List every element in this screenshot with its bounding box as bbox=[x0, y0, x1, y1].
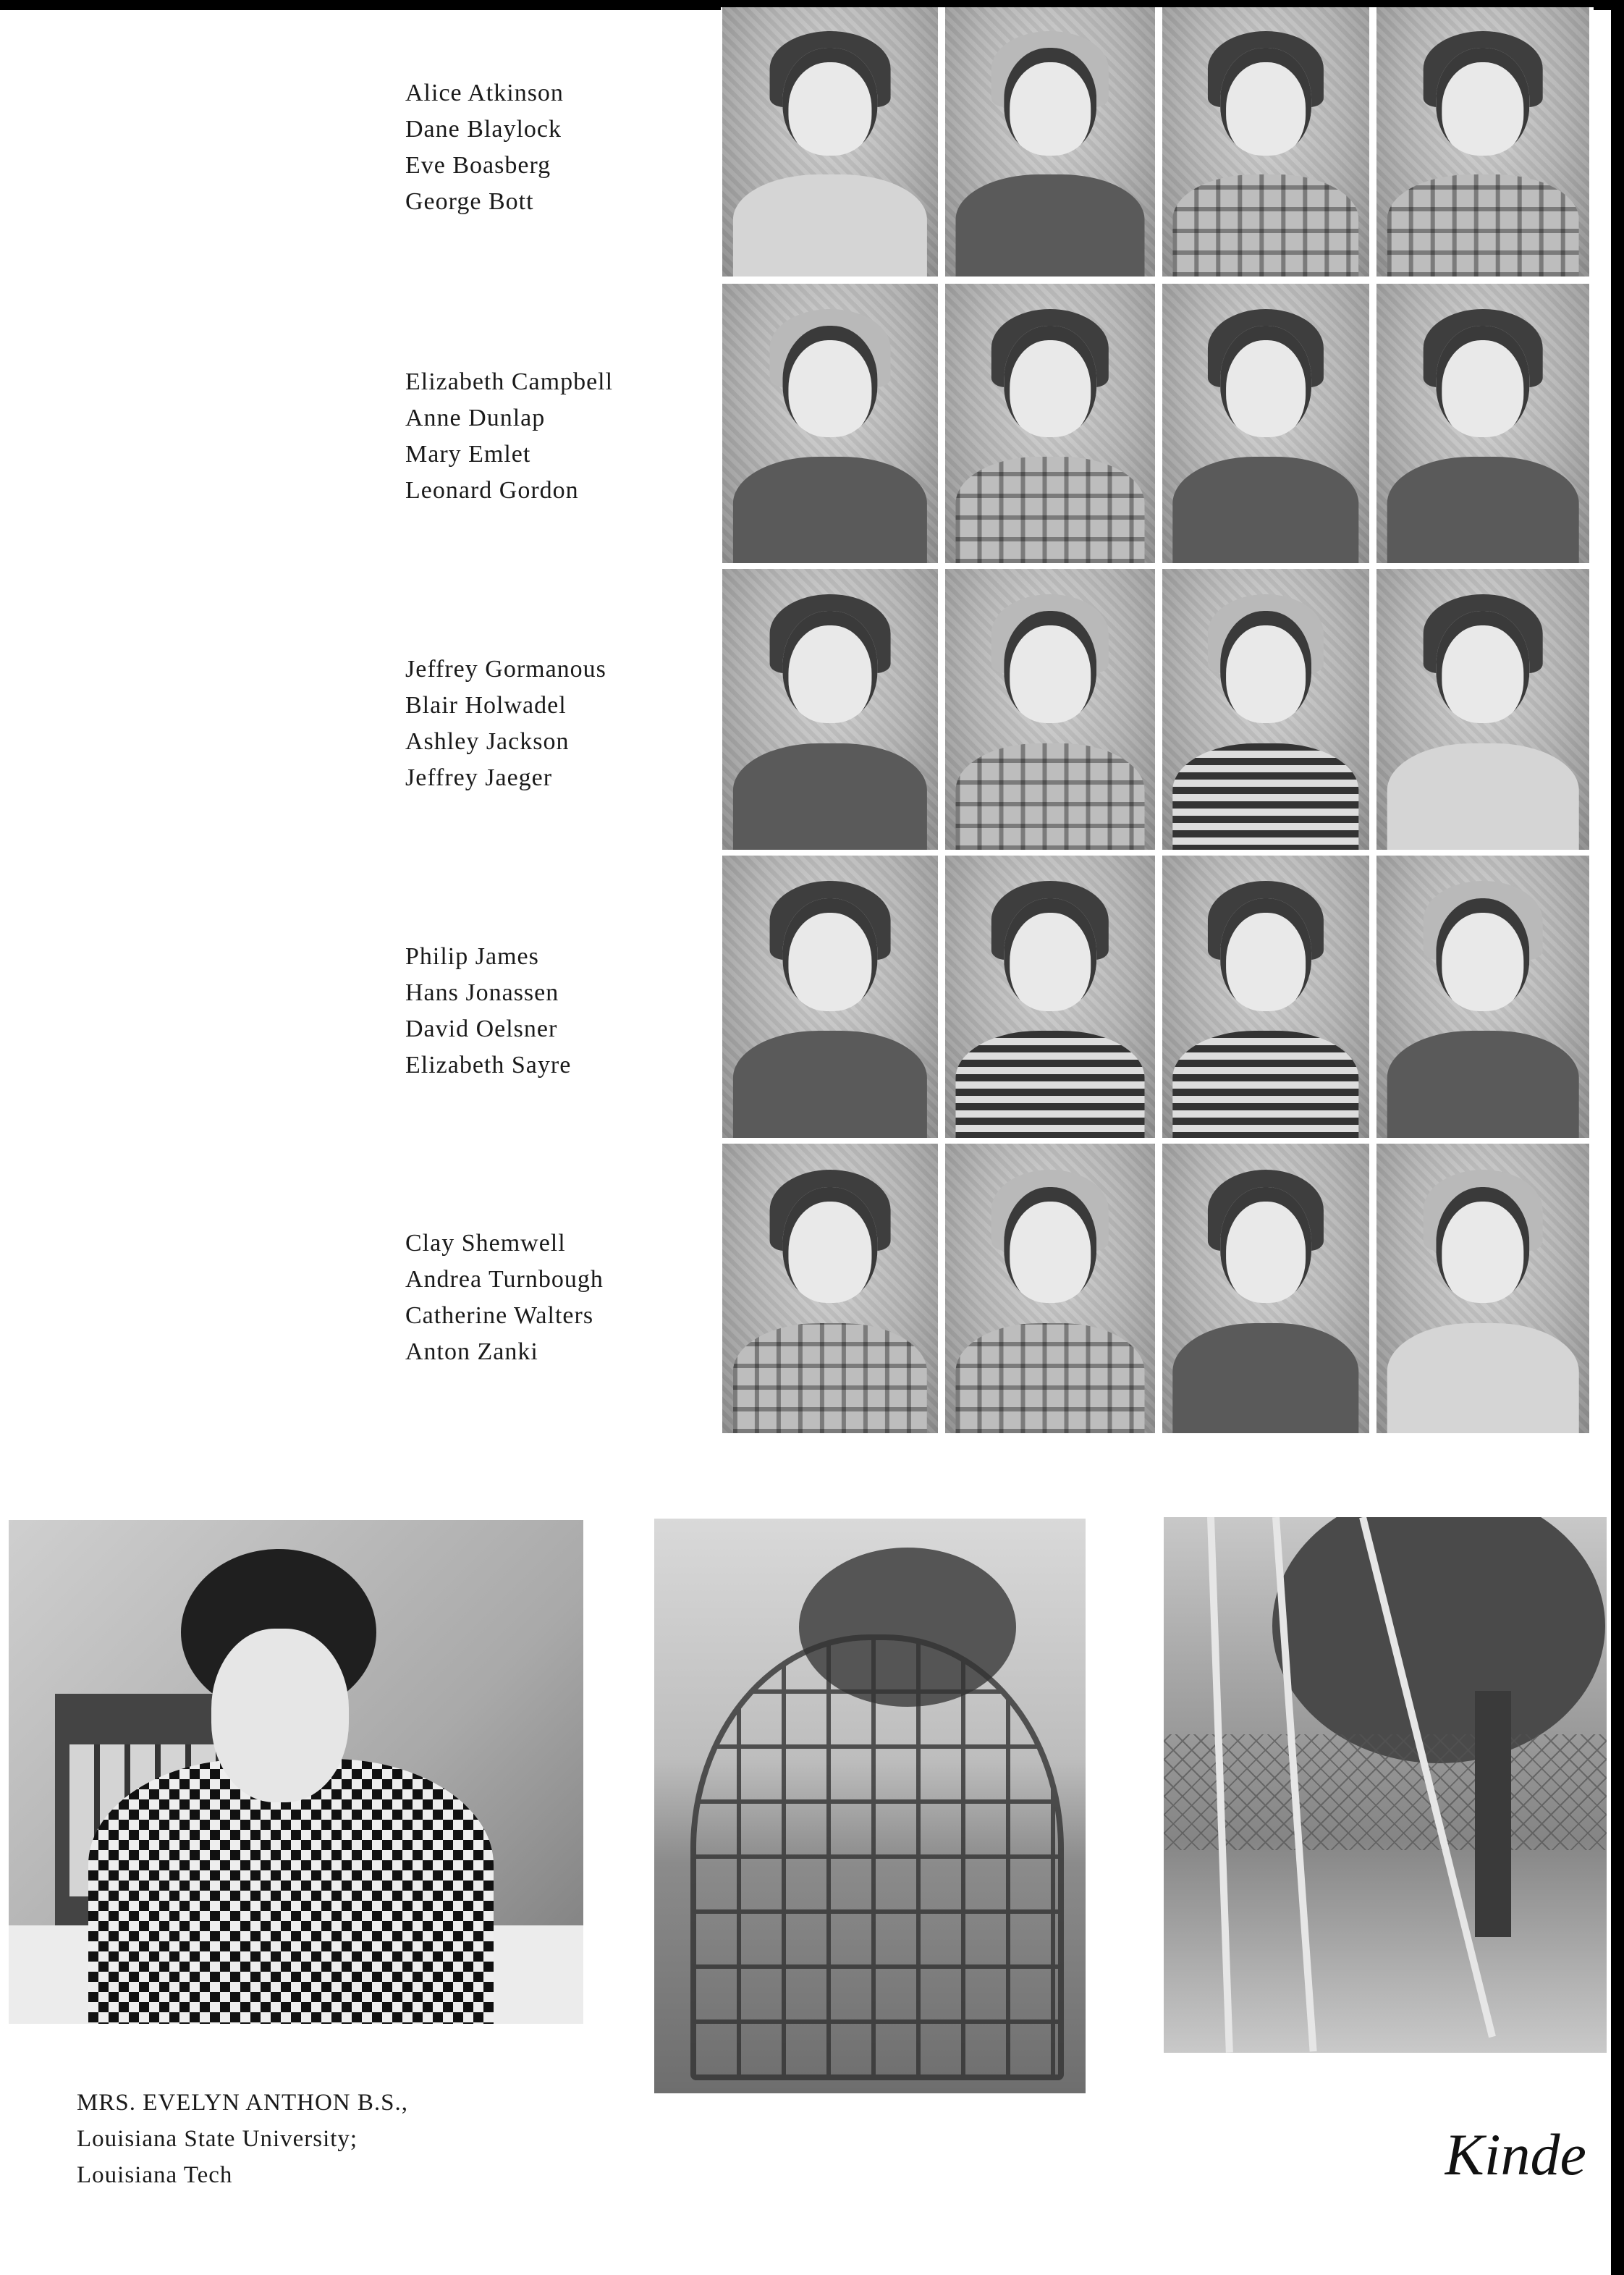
name-list-row-3 bbox=[405, 651, 606, 796]
student-name: Eve Boasberg bbox=[405, 152, 551, 179]
caption-line: Louisiana Tech bbox=[77, 2162, 233, 2188]
teacher-caption bbox=[77, 2085, 408, 2193]
portrait-grid bbox=[721, 7, 1594, 1435]
student-name: Philip James bbox=[405, 943, 539, 970]
student-name: Alice Atkinson bbox=[405, 80, 564, 106]
student-name: Catherine Walters bbox=[405, 1302, 594, 1329]
student-portrait bbox=[1162, 1144, 1369, 1433]
student-portrait bbox=[945, 284, 1155, 563]
student-name: Jeffrey Jaeger bbox=[405, 764, 553, 791]
student-portrait bbox=[722, 569, 938, 850]
student-name: Leonard Gordon bbox=[405, 477, 579, 504]
student-portrait bbox=[1162, 7, 1369, 277]
student-portrait bbox=[945, 1144, 1155, 1433]
name-list-row-4 bbox=[405, 939, 571, 1084]
student-name: Anton Zanki bbox=[405, 1338, 538, 1365]
student-name: Anne Dunlap bbox=[405, 405, 546, 431]
student-portrait bbox=[1162, 284, 1369, 563]
caption-line: Louisiana State University; bbox=[77, 2126, 358, 2152]
student-name: Hans Jonassen bbox=[405, 979, 559, 1006]
student-portrait bbox=[945, 569, 1155, 850]
student-name: Jeffrey Gormanous bbox=[405, 656, 606, 683]
student-portrait bbox=[722, 856, 938, 1138]
page-right-edge bbox=[1611, 0, 1624, 2275]
student-name: Elizabeth Sayre bbox=[405, 1052, 572, 1079]
student-portrait bbox=[1376, 856, 1589, 1138]
name-list-row-1 bbox=[405, 75, 564, 220]
student-name: Andrea Turnbough bbox=[405, 1266, 604, 1293]
student-name: Mary Emlet bbox=[405, 441, 531, 468]
student-name: Dane Blaylock bbox=[405, 116, 562, 143]
student-portrait bbox=[1376, 7, 1589, 277]
student-portrait bbox=[722, 1144, 938, 1433]
student-name: Ashley Jackson bbox=[405, 728, 570, 755]
teacher-photo bbox=[9, 1520, 583, 2024]
student-portrait bbox=[1162, 856, 1369, 1138]
student-name: Blair Holwadel bbox=[405, 692, 567, 719]
student-portrait bbox=[722, 7, 938, 277]
student-portrait bbox=[1376, 1144, 1589, 1433]
student-portrait bbox=[1162, 569, 1369, 850]
student-portrait bbox=[945, 856, 1155, 1138]
name-list-row-5 bbox=[405, 1225, 604, 1370]
student-name: George Bott bbox=[405, 188, 534, 215]
student-name: Clay Shemwell bbox=[405, 1230, 566, 1257]
student-portrait bbox=[1376, 284, 1589, 563]
name-list-row-2 bbox=[405, 364, 613, 509]
section-title: Kinde bbox=[1445, 2122, 1586, 2187]
student-portrait bbox=[1376, 569, 1589, 850]
student-name: David Oelsner bbox=[405, 1016, 558, 1042]
swing-set-photo bbox=[1164, 1517, 1607, 2053]
student-portrait bbox=[722, 284, 938, 563]
student-name: Elizabeth Campbell bbox=[405, 368, 614, 395]
student-portrait bbox=[945, 7, 1155, 277]
jungle-gym-photo bbox=[654, 1519, 1086, 2093]
caption-line: MRS. EVELYN ANTHON B.S., bbox=[77, 2090, 408, 2116]
